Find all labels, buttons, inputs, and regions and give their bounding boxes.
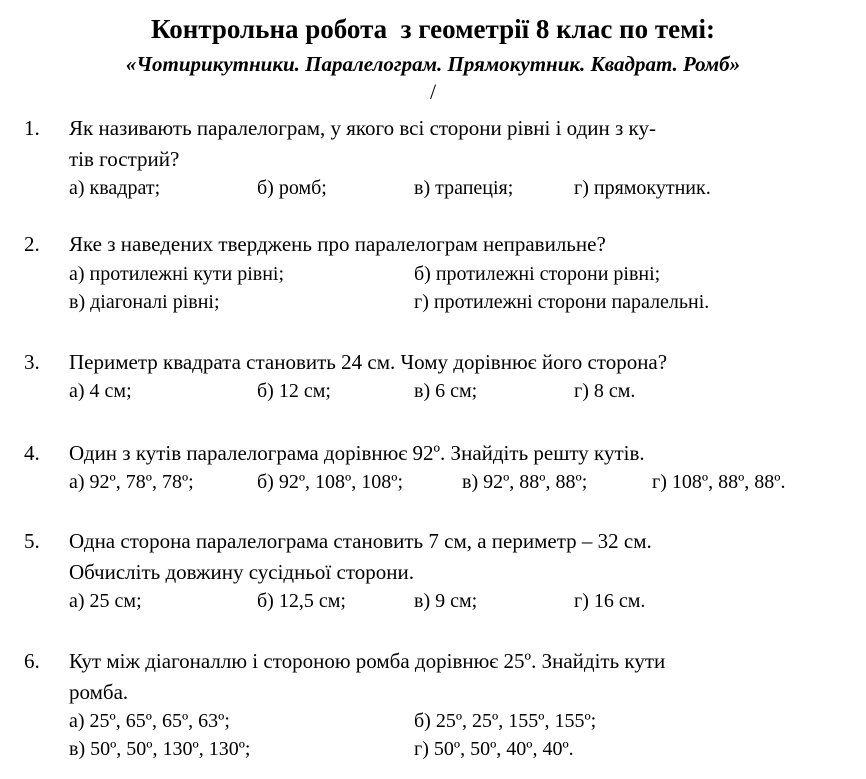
answer-option-v: в) 6 см; — [414, 380, 478, 402]
question-number: 6. — [24, 649, 40, 673]
answer-option-a: а) 25º, 65º, 65º, 63º; — [69, 710, 230, 732]
answer-option-a: а) протилежні кути рівні; — [69, 263, 285, 285]
question-text — [69, 438, 839, 469]
question-number: 4. — [24, 441, 40, 465]
question-text — [69, 347, 839, 378]
answer-option-g: г) протилежні сторони паралельні. — [414, 291, 710, 313]
question-text-line: тів гострий? — [69, 147, 180, 171]
question-text — [69, 646, 839, 708]
question-text-line: ромба. — [69, 680, 129, 704]
answer-option-b: б) 12 см; — [257, 380, 331, 402]
answer-option-g: г) 16 см. — [574, 590, 646, 612]
question-text-line: Обчисліть довжину сусідньої сторони. — [69, 560, 414, 584]
question-text — [69, 229, 839, 260]
answer-option-b: б) 12,5 см; — [257, 590, 346, 612]
page-title: Контрольна робота з геометрії 8 клас по темі: — [150, 14, 715, 44]
answer-option-v: в) 9 см; — [414, 590, 478, 612]
question-text-line: Яке з наведених тверджень про паралелограм неправильне? — [69, 232, 606, 256]
question-number: 3. — [24, 350, 40, 374]
answer-option-a: а) 25 см; — [69, 590, 142, 612]
answer-option-b: б) ромб; — [257, 177, 327, 199]
question-text — [69, 113, 839, 175]
handwritten-mark: / — [430, 79, 437, 104]
answer-option-b: б) протилежні сторони рівні; — [414, 263, 661, 285]
answer-option-b: б) 92º, 108º, 108º; — [257, 471, 403, 493]
question-number: 5. — [24, 529, 40, 553]
question-text — [69, 526, 839, 588]
answer-option-v: в) 50º, 50º, 130º, 130º; — [69, 738, 251, 760]
question-text-line: Один з кутів паралелограма дорівнює 92º. Знайдіть решту кутів. — [69, 441, 645, 465]
question-number: 2. — [24, 232, 40, 256]
answer-option-g: г) прямокутник. — [574, 177, 711, 199]
question-number: 1. — [24, 116, 40, 140]
answer-option-b: б) 25º, 25º, 155º, 155º; — [414, 710, 597, 732]
answer-option-a: а) 92º, 78º, 78º; — [69, 471, 194, 493]
question-text-line: Периметр квадрата становить 24 см. Чому дорівнює його сторона? — [69, 350, 668, 374]
page-subtitle: «Чотирикутники. Паралелограм. Прямокутник. Квадрат. Ромб» — [125, 52, 741, 76]
question-text-line: Одна сторона паралелограма становить 7 см, а периметр – 32 см. — [69, 529, 652, 553]
answer-option-g: г) 8 см. — [574, 380, 636, 402]
answer-option-v: в) 92º, 88º, 88º; — [462, 471, 588, 493]
answer-option-a: а) квадрат; — [69, 177, 161, 199]
answer-option-a: а) 4 см; — [69, 380, 132, 402]
answer-option-v: в) трапеція; — [414, 177, 514, 199]
answer-option-g: г) 108º, 88º, 88º. — [652, 471, 786, 493]
answer-option-v: в) діагоналі рівні; — [69, 291, 220, 313]
question-text-line: Кут між діагоналлю і стороною ромба дорівнює 25º. Знайдіть кути — [69, 649, 666, 673]
answer-option-g: г) 50º, 50º, 40º, 40º. — [414, 738, 574, 760]
question-text-line: Як називають паралелограм, у якого всі сторони рівні і один з ку- — [69, 116, 656, 140]
